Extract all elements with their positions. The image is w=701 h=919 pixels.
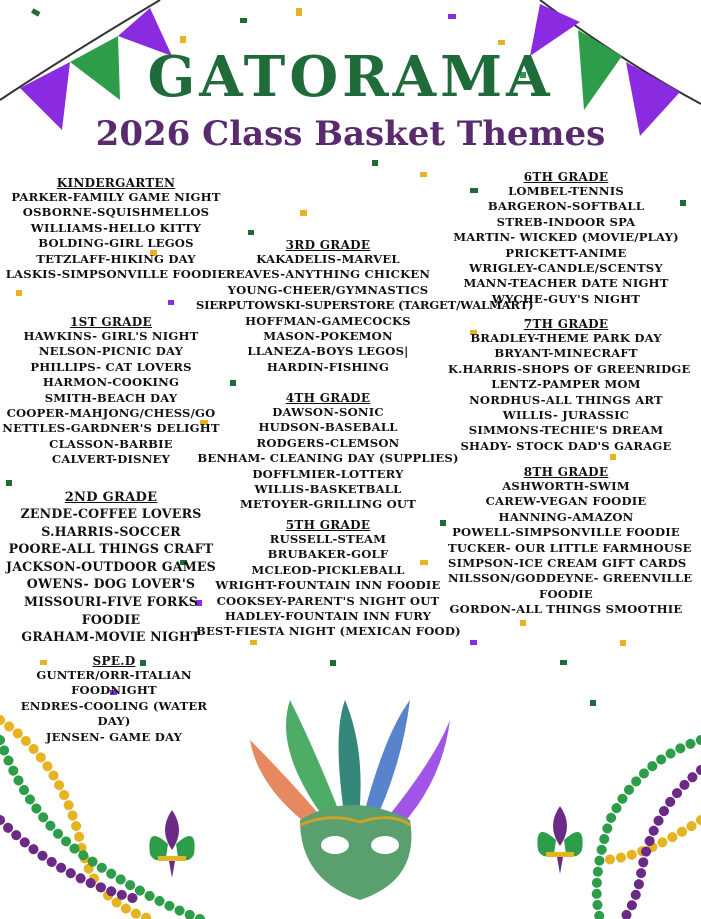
list-item: HARMON-COOKING [42,375,180,390]
fleur-de-lis-left-icon [149,810,194,878]
list-item: MASON-POKEMON [263,329,393,344]
list-item: DOFFLMIER-LOTTERY [252,466,404,481]
list-item: MISSOURI-FIVE FORKS [23,593,199,609]
list-item: RUSSELL-STEAM [269,532,387,546]
section-heading: 1ST GRADE [70,315,152,329]
section-heading: 3RD GRADE [285,238,371,252]
list-item: BOLDING-GIRL LEGOS [38,236,194,251]
list-item: WILLIAMS-HELLO KITTY [30,220,202,235]
second-grade-section [0,490,222,646]
bead-necklace-right-icon [597,740,701,919]
section-heading: 5TH GRADE [285,518,371,532]
section-heading: 7TH GRADE [523,317,609,331]
list-item: SIMMONS-TECHIE'S DREAM [468,423,664,438]
section-heading: KINDERGARTEN [56,176,176,190]
list-item: COOPER-MAHJONG/CHESS/GO [6,406,216,421]
list-item: WRIGLEY-CANDLE/SCENTSY [469,261,663,276]
list-item: HUDSON-BASEBALL [258,420,398,435]
seventh-grade-section [448,317,691,454]
list-item: NELSON-PICNIC DAY [38,344,184,359]
list-item: K.HARRIS-SHOPS OF GREENRIDGE [448,361,691,376]
list-item: OSBORNE-SQUISHMELLOS [22,205,210,220]
list-item: CAREW-VEGAN FOODIE [485,494,647,509]
sixth-grade-section [448,170,684,307]
first-grade-section [0,315,222,468]
fifth-grade-section [196,518,460,640]
list-item: JENSEN- GAME DAY [45,729,183,744]
list-item: PRICKETT-ANIME [505,245,627,260]
list-item: MARTIN- WICKED (MOVIE/PLAY) [453,230,679,245]
list-item: SIERPUTOWSKI-SUPERSTORE (TARGET/WALMART) [196,298,534,313]
page-subtitle: 2026 Class Basket Themes [95,114,606,154]
list-item: METOYER-GRILLING OUT [239,497,416,512]
fleur-de-lis-right-icon [537,806,582,874]
list-item: BRYANT-MINECRAFT [494,346,638,361]
list-item: FOODNIGHT [71,683,157,698]
list-item: GUNTER/ORR-ITALIAN [36,668,192,682]
page-title: GATORAMA [147,44,554,110]
list-item: TETZLAFF-HIKING DAY [36,251,196,266]
list-item: CALVERT-DISNEY [51,452,171,467]
list-item: LASKIS-SIMPSONVILLE FOODIE [5,267,227,282]
list-item: HANNING-AMAZON [498,509,634,524]
list-item: DAY) [97,714,131,729]
list-item: MCLEOD-PICKLEBALL [251,562,405,577]
list-item: SHADY- STOCK DAD'S GARAGE [460,438,672,453]
list-item: WYCHE-GUY'S NIGHT [491,291,641,306]
list-item: BARGERON-SOFTBALL [487,199,645,214]
list-item: LENTZ-PAMPER MOM [491,377,641,392]
list-item: NETTLES-GARDNER'S DELIGHT [2,421,220,436]
list-item: GORDON-ALL THINGS SMOOTHIE [449,602,683,617]
list-item: TUCKER- OUR LITTLE FARMHOUSE [448,540,692,555]
list-item: GRAHAM-MOVIE NIGHT [21,629,201,645]
list-item: OWENS- DOG LOVER'S [26,576,196,592]
list-item: JACKSON-OUTDOOR GAMES [6,558,216,574]
list-item: COOKSEY-PARENT'S NIGHT OUT [216,593,440,608]
list-item: PHILLIPS- CAT LOVERS [30,359,192,374]
list-item: FOODIE [539,586,593,601]
list-item: RODGERS-CLEMSON [256,435,400,450]
section-heading: SPE.D [92,654,136,668]
list-item: HARDIN-FISHING [266,359,390,374]
list-item: KAKADELIS-MARVEL [256,252,400,266]
list-item: WRIGHT-FOUNTAIN INN FOODIE [215,578,441,593]
list-item: FOODIE [81,611,141,627]
fourth-grade-section [196,391,460,513]
list-item: ZENDE-COFFEE LOVERS [20,506,202,521]
list-item: STREB-INDOOR SPA [496,214,636,229]
list-item: NILSSON/GODDEYNE- GREENVILLE [448,571,693,586]
list-item: BRUBAKER-GOLF [267,547,389,562]
third-grade-section [196,238,534,375]
list-item: SIMPSON-ICE CREAM GIFT CARDS [448,556,687,571]
list-item: NORDHUS-ALL THINGS ART [469,392,663,407]
list-item: MANN-TEACHER DATE NIGHT [463,276,669,291]
section-heading: 4TH GRADE [285,391,371,405]
sped-section [0,654,228,745]
list-item: LOMBEL-TENNIS [508,184,624,198]
list-item: DAWSON-SONIC [272,405,384,419]
list-item: REAVES-ANYTHING CHICKEN [225,267,431,282]
list-item: LLANEZA-BOYS LEGOS| [247,344,409,359]
eighth-grade-section [448,465,693,618]
section-heading: 8TH GRADE [523,465,609,479]
list-item: HADLEY-FOUNTAIN INN FURY [224,609,432,624]
list-item: ENDRES-COOLING (WATER [20,698,208,713]
list-item: SMITH-BEACH DAY [44,390,178,405]
list-item: WILLIS-BASKETBALL [254,482,402,497]
list-item: HOFFMAN-GAMECOCKS [245,313,411,328]
list-item: BENHAM- CLEANING DAY (SUPPLIES) [197,451,459,466]
list-item: POWELL-SIMPSONVILLE FOODIE [452,525,680,540]
list-item: S.HARRIS-SOCCER [41,523,181,539]
list-item: HAWKINS- GIRL'S NIGHT [23,329,199,343]
list-item: POORE-ALL THINGS CRAFT [8,541,214,557]
list-item: BEST-FIESTA NIGHT (MEXICAN FOOD) [196,624,461,639]
list-item: YOUNG-CHEER/GYMNASTICS [227,282,429,297]
list-item: ASHWORTH-SWIM [502,479,630,493]
list-item: BRADLEY-THEME PARK DAY [470,331,662,345]
section-heading: 6TH GRADE [523,170,609,184]
carnival-mask-icon [250,700,450,900]
section-heading: 2ND GRADE [64,490,158,505]
list-item: PARKER-FAMILY GAME NIGHT [11,190,221,204]
list-item: WILLIS- JURASSIC [502,408,630,423]
list-item: CLASSON-BARBIE [49,436,173,451]
